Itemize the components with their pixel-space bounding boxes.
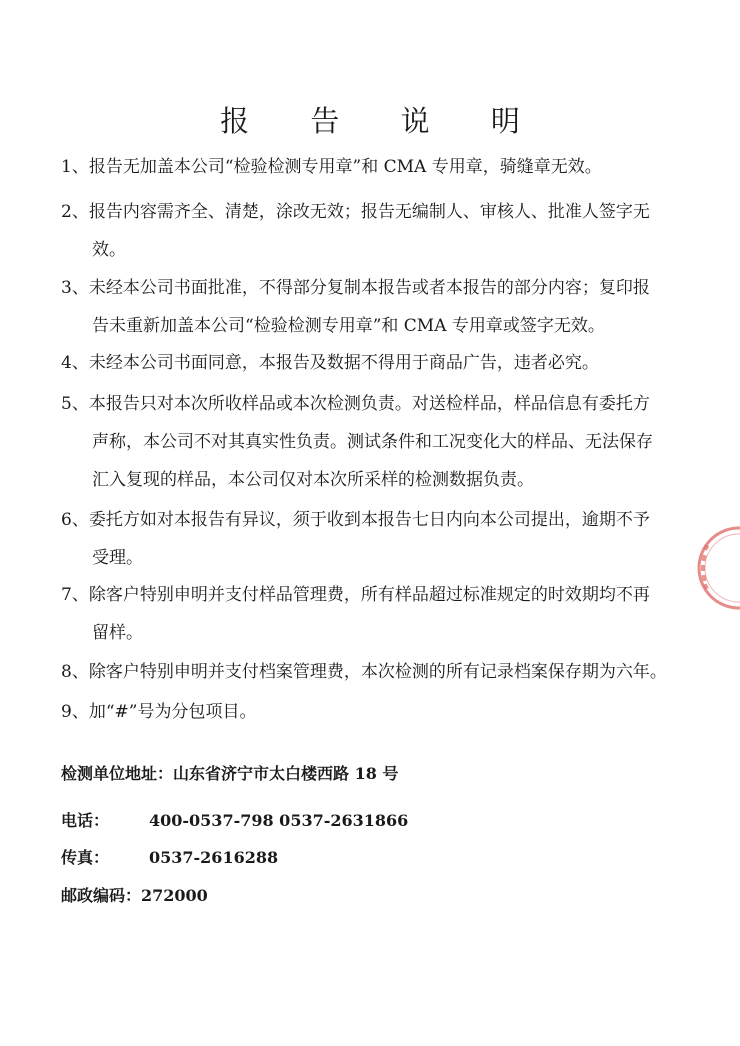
item-text: 除客户特别申明并支付样品管理费，所有样品超过标准规定的时效期均不再 (88, 585, 650, 605)
item-text: 报告内容需齐全、清楚，涂改无效；报告无编制人、审核人、批准人签字无 (88, 202, 650, 222)
phone-value: 400-0537-798 0537-2631866 (149, 811, 409, 830)
fax-label (61, 846, 149, 870)
item-text: 报告无加盖本公司“检验检测专用章”和 CMA 专用章，骑缝章无效。 (88, 157, 602, 177)
list-item-5 (61, 385, 691, 499)
item-text: 加“#”号为分包项目。 (88, 702, 257, 722)
list-item-6 (61, 501, 691, 577)
item-text-continued: 受理。 (92, 548, 143, 568)
postcode-value: 272000 (141, 886, 208, 905)
item-text-continued: 告未重新加盖本公司“检验检测专用章”和 CMA 专用章或签字无效。 (92, 316, 605, 336)
page-title: 报 告 说 明 (220, 104, 546, 138)
item-text-continued: 留样。 (92, 623, 143, 643)
seal-stamp-icon (684, 518, 740, 618)
list-item-8 (61, 653, 691, 691)
address-line (61, 762, 398, 786)
item-text-continued: 声称，本公司不对其真实性负责。测试条件和工况变化大的样品、无法保存 (92, 432, 653, 452)
list-item-4 (61, 344, 691, 382)
item-text: 未经本公司书面同意，本报告及数据不得用于商品广告，违者必究。 (88, 353, 599, 373)
item-number: 5、 (61, 394, 89, 414)
item-text: 除客户特别申明并支付档案管理费，本次检测的所有记录档案保存期为六年。 (88, 662, 667, 682)
fax-line (61, 846, 278, 870)
fax-label-part: 传 (61, 848, 78, 867)
item-text: 委托方如对本报告有异议，须于收到本报告七日内向本公司提出，逾期不予 (88, 510, 650, 530)
list-item-1 (61, 148, 691, 186)
list-item-7 (61, 576, 691, 652)
item-text-continued: 汇入复现的样品，本公司仅对本次所采样的检测数据负责。 (92, 470, 534, 490)
list-item-2 (61, 193, 691, 269)
item-number: 7、 (61, 585, 89, 605)
item-text-continued: 效。 (92, 240, 126, 260)
list-item-3 (61, 269, 691, 345)
postcode-line (61, 884, 208, 908)
item-text: 未经本公司书面批准，不得部分复制本报告或者本报告的部分内容；复印报 (88, 278, 650, 298)
fax-value: 0537-2616288 (149, 848, 279, 867)
item-number: 1、 (61, 157, 89, 177)
phone-line (61, 809, 408, 833)
fax-label-part: 真： (77, 848, 110, 867)
item-text: 本报告只对本次所收样品或本次检测负责。对送检样品，样品信息有委托方 (88, 394, 650, 414)
phone-label-part: 电 (61, 811, 78, 830)
address-value: 山东省济宁市太白楼西路 18 号 (173, 764, 399, 783)
phone-label-part: 话： (77, 811, 110, 830)
phone-label (61, 809, 149, 833)
address-label: 检测单位地址： (61, 764, 174, 783)
item-number: 8、 (61, 662, 89, 682)
list-item-9 (61, 693, 691, 731)
item-number: 9、 (61, 702, 89, 722)
postcode-label: 邮政编码： (61, 886, 142, 905)
item-number: 4、 (61, 353, 89, 373)
item-number: 2、 (61, 202, 89, 222)
item-number: 6、 (61, 510, 89, 530)
item-number: 3、 (61, 278, 89, 298)
